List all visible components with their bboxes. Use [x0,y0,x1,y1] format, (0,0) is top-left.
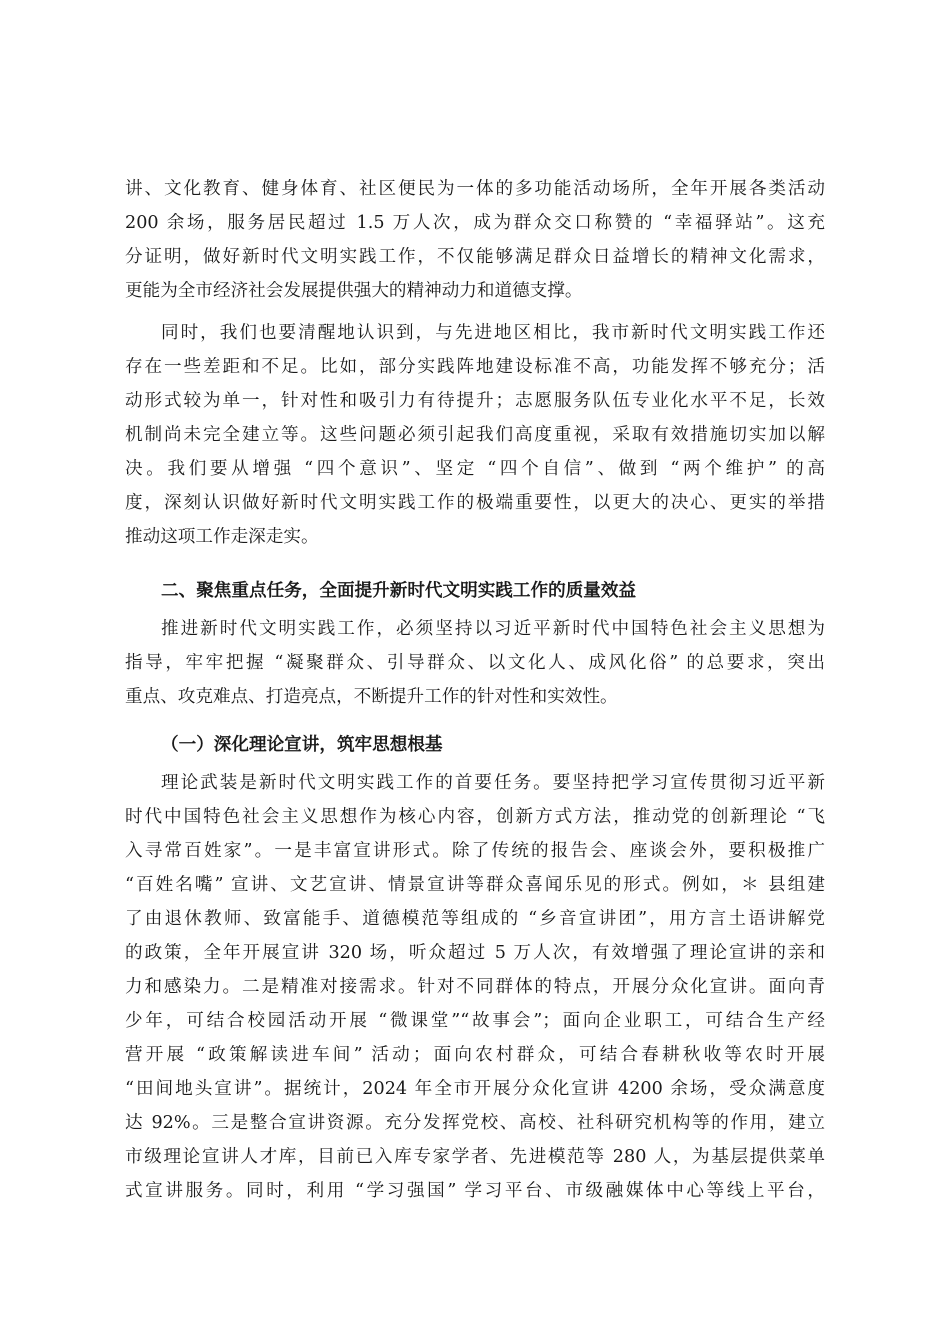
section-heading-text: 二、聚焦重点任务，全面提升新时代文明实践工作的质量效益 [161,580,637,601]
text-line: 少年，可结合校园活动开展 “微课堂”“故事会”；面向企业职工，可结合生产经 [125,1011,825,1031]
text-line: 更能为全市经济社会发展提供强大的精神动力和道德支撑。 [125,281,583,301]
text-line: 的政策，全年开展宣讲 320 场，听众超过 5 万人次，有效增强了理论宣讲的亲和 [125,943,825,963]
text-line: 力和感染力。二是精准对接需求。针对不同群体的特点，开展分众化宣讲。面向青 [125,977,825,997]
text-line: 度，深刻认识做好新时代文明实践工作的极端重要性，以更大的决心、更实的举措 [125,493,825,513]
subsection-heading [125,728,825,762]
text-line: 营开展 “政策解读进车间” 活动；面向农村群众，可结合春耕秋收等农时开展 [125,1045,825,1065]
paragraph-1 [125,172,825,308]
text-line: 重点、攻克难点、打造亮点，不断提升工作的针对性和实效性。 [125,687,618,707]
text-line: 了由退休教师、致富能手、道德模范等组成的 “乡音宣讲团”，用方言土语讲解党 [125,909,825,929]
subsection-heading-text: （一）深化理论宣讲，筑牢思想根基 [161,734,443,755]
document-page [125,172,825,1208]
section-heading [125,574,825,608]
text-line: 推动这项工作走深走实。 [125,527,319,547]
text-line: “田间地头宣讲”。据统计，2024 年全市开展分众化宣讲 4200 余场，受众满意度 [125,1079,825,1099]
text-line: 指导，牢牢把握 “凝聚群众、引导群众、以文化人、成风化俗” 的总要求，突出 [125,653,825,673]
text-line: 同时，我们也要清醒地认识到，与先进地区相比，我市新时代文明实践工作还 [161,323,825,343]
text-line: 动形式较为单一，针对性和吸引力有待提升；志愿服务队伍专业化水平不足，长效 [125,391,825,411]
text-line: 分证明，做好新时代文明实践工作，不仅能够满足群众日益增长的精神文化需求， [125,247,825,267]
paragraph-2 [125,316,825,554]
text-line: 机制尚未完全建立等。这些问题必须引起我们高度重视，采取有效措施切实加以解 [125,425,825,445]
text-line: 讲、文化教育、健身体育、社区便民为一体的多功能活动场所，全年开展各类活动 [125,179,825,199]
text-line: 存在一些差距和不足。比如，部分实践阵地建设标准不高，功能发挥不够充分；活 [125,357,825,377]
text-line: 入寻常百姓家”。一是丰富宣讲形式。除了传统的报告会、座谈会外，要积极推广 [125,841,825,861]
text-line: 式宣讲服务。同时，利用 “学习强国” 学习平台、市级融媒体中心等线上平台， [125,1181,825,1201]
paragraph-3 [125,612,825,714]
text-line: 市级理论宣讲人才库，目前已入库专家学者、先进模范等 280 人，为基层提供菜单 [125,1147,825,1167]
text-line: 时代中国特色社会主义思想作为核心内容，创新方式方法，推动党的创新理论 “飞 [125,807,825,827]
text-line: 决。我们要从增强 “四个意识”、坚定 “四个自信”、做到 “两个维护” 的高 [125,459,825,479]
text-line: 理论武装是新时代文明实践工作的首要任务。要坚持把学习宣传贯彻习近平新 [161,773,825,793]
paragraph-4 [125,766,825,1208]
text-line: 200 余场，服务居民超过 1.5 万人次，成为群众交口称赞的 “幸福驿站”。这充 [125,213,825,233]
text-line: “百姓名嘴” 宣讲、文艺宣讲、情景宣讲等群众喜闻乐见的形式。例如，＊ 县组建 [125,875,825,895]
text-line: 达 92%。三是整合宣讲资源。充分发挥党校、高校、社科研究机构等的作用，建立 [125,1113,825,1133]
text-line: 推进新时代文明实践工作，必须坚持以习近平新时代中国特色社会主义思想为 [161,619,825,639]
